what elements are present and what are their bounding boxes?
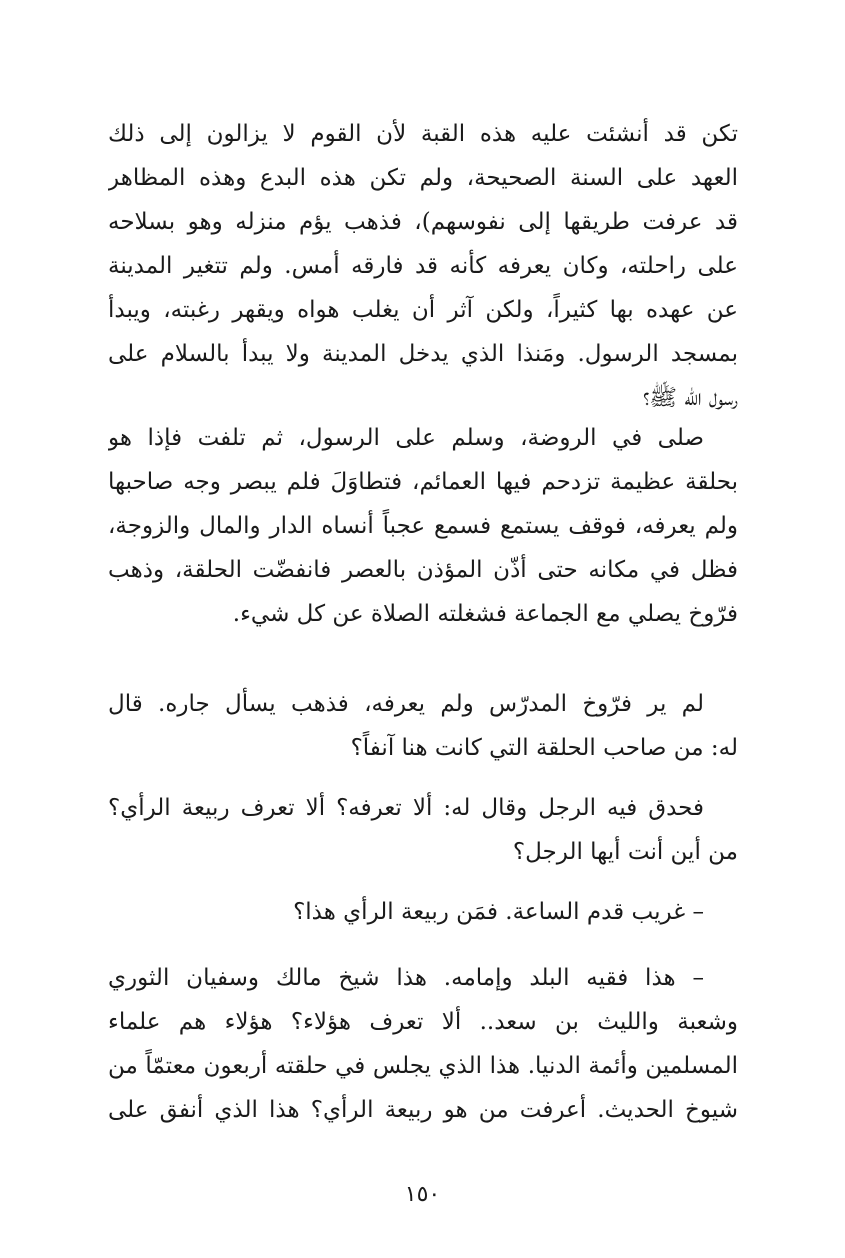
paragraph-line: – غريب قدم الساعة. فمَن ربيعة الرأي هذا؟ [293, 899, 704, 925]
paragraph-line: لم ير فرّوخ المدرّس ولم يعرفه، فذهب يسأل جاره. قال [108, 691, 704, 717]
paragraph-line: صلى في الروضة، وسلم على الرسول، ثم تلفت فإذا هو [108, 425, 705, 451]
paragraph-3 [108, 682, 738, 770]
paragraph-line: قد عرفت طريقها إلى نفوسهم)، فذهب يؤم منزله وهو بسلاحه [108, 209, 738, 235]
paragraph-2 [108, 416, 738, 636]
paragraph-line: شيوخ الحديث. أعرفت من هو ربيعة الرأي؟ هذا الذي أنفق على [108, 1097, 738, 1123]
paragraph-4 [108, 786, 738, 874]
paragraph-line: – هذا فقيه البلد وإمامه. هذا شيخ مالك وسفيان الثوري [108, 965, 704, 991]
page-number: ١٥٠ [404, 1182, 441, 1207]
paragraph-line: وشعبة والليث بن سعد.. ألا تعرف هؤلاء؟ هؤلاء هم علماء [108, 1009, 738, 1035]
paragraph-line: تكن قد أنشئت عليه هذه القبة لأن القوم لا يزالون إلى ذلك [108, 121, 738, 147]
paragraph-line: بحلقة عظيمة تزدحم فيها العمائم، فتطاوَلَ فلم يبصر وجه صاحبها [108, 469, 738, 495]
paragraph-line: من أين أنت أيها الرجل؟ [512, 839, 738, 865]
paragraph-line: فرّوخ يصلي مع الجماعة فشغلته الصلاة عن كل شيء. [232, 601, 738, 627]
paragraph-line: المسلمين وأئمة الدنيا. هذا الذي يجلس في حلقته أربعون معتمّاً من [108, 1053, 738, 1079]
paragraph-line: فحدق فيه الرجل وقال له: ألا تعرفه؟ ألا تعرف ربيعة الرأي؟ [108, 795, 704, 821]
paragraph-5 [108, 890, 738, 934]
paragraph-line: له: من صاحب الحلقة التي كانت هنا آنفاً؟ [350, 735, 738, 761]
paragraph-line: عن عهده بها كثيراً، ولكن آثر أن يغلب هواه ويقهر رغبته، ويبدأ [108, 297, 738, 323]
paragraph-line: ولم يعرفه، فوقف يستمع فسمع عجباً أنساه الدار والمال والزوجة، [108, 513, 738, 539]
paragraph-6 [108, 956, 738, 1132]
paragraph-line: بمسجد الرسول. ومَنذا الذي يدخل المدينة ولا يبدأ بالسلام على [108, 341, 738, 367]
paragraph-line: على راحلته، وكان يعرفه كأنه قد فارقه أمس. ولم تتغير المدينة [108, 253, 738, 279]
paragraph-line: رسول الله ﷺ؟ [642, 385, 738, 411]
paragraph-1 [108, 112, 738, 420]
paragraph-line: العهد على السنة الصحيحة، ولم تكن هذه البدع وهذه المظاهر [108, 165, 738, 191]
paragraph-line: فظل في مكانه حتى أذّن المؤذن بالعصر فانفضّت الحلقة، وذهب [108, 557, 738, 583]
